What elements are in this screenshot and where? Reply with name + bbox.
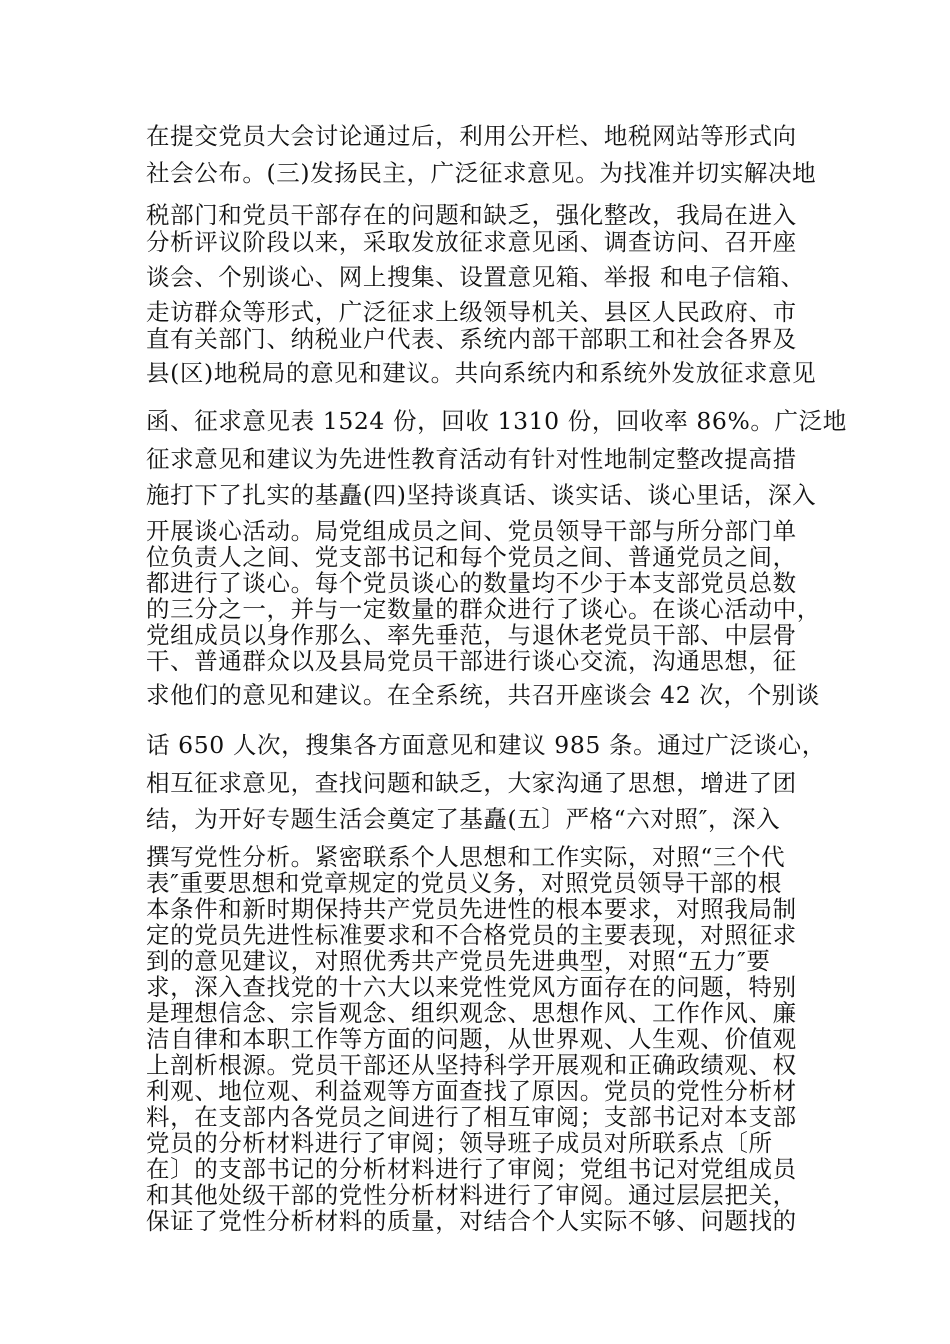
text-line: 料，在支部内各党员之间进行了相互审阅；支部书记对本支部 [146, 1103, 797, 1131]
text-line: 干、普通群众以及县局党员干部进行谈心交流，沟通思想，征 [146, 647, 797, 675]
text-line: 开展谈心活动。局党组成员之间、党员领导干部与所分部门单 [146, 517, 797, 545]
text-line: 和其他处级干部的党性分析材料进行了审阅。通过层层把关， [146, 1181, 797, 1209]
text-line: 结，为开好专题生活会奠定了基矗(五〕严格“六对照″，深入 [146, 805, 781, 833]
text-line: 撰写党性分析。紧密联系个人思想和工作实际，对照“三个代 [146, 843, 786, 871]
text-line: 相互征求意见，查找问题和缺乏，大家沟通了思想，增进了团 [146, 769, 797, 797]
text-line: 求他们的意见和建议。在全系统，共召开座谈会 42 次，个别谈 [146, 681, 820, 709]
text-line: 税部门和党员干部存在的问题和缺乏，强化整改，我局在进入 [146, 201, 797, 229]
text-line: 县(区)地税局的意见和建议。共向系统内和系统外发放征求意见 [146, 359, 817, 387]
text-line: 在提交党员大会讨论通过后，利用公开栏、地税网站等形式向 [146, 122, 797, 150]
text-line: 表″重要思想和党章规定的党员义务，对照党员领导干部的根 [146, 869, 782, 897]
text-line: 上剖析根源。党员干部还从坚持科学开展观和正确政绩观、权 [146, 1051, 797, 1079]
text-line: 到的意见建议，对照优秀共产党员先进典型，对照“五力″要 [146, 947, 771, 975]
text-line: 走访群众等形式，广泛征求上级领导机关、县区人民政府、市 [146, 298, 797, 326]
text-line: 是理想信念、宗旨观念、组织观念、思想作风、工作作风、廉 [146, 999, 797, 1027]
text-line: 都进行了谈心。每个党员谈心的数量均不少于本支部党员总数 [146, 569, 797, 597]
text-line: 社会公布。(三)发扬民主，广泛征求意见。为找准并切实解决地 [146, 159, 817, 187]
text-line: 函、征求意见表 1524 份，回收 1310 份，回收率 86%。广泛地 [146, 407, 847, 435]
text-line: 定的党员先进性标准要求和不合格党员的主要表现，对照征求 [146, 921, 797, 949]
text-line: 位负责人之间、党支部书记和每个党员之间、普通党员之间， [146, 543, 797, 571]
text-line: 求，深入查找党的十六大以来党性党风方面存在的问题，特别 [146, 973, 797, 1001]
text-line: 话 650 人次，搜集各方面意见和建议 985 条。通过广泛谈心， [146, 731, 826, 759]
text-line: 在〕的支部书记的分析材料进行了审阅；党组书记对党组成员 [146, 1155, 797, 1183]
text-line: 施打下了扎实的基矗(四)坚持谈真话、谈实话、谈心里话，深入 [146, 481, 817, 509]
text-line: 党组成员以身作那么、率先垂范，与退休老党员干部、中层骨 [146, 621, 797, 649]
text-line: 征求意见和建议为先进性教育活动有针对性地制定整改提高措 [146, 445, 797, 473]
text-line: 直有关部门、纳税业户代表、系统内部干部职工和社会各界及 [146, 325, 797, 353]
text-line: 利观、地位观、利益观等方面查找了原因。党员的党性分析材 [146, 1077, 797, 1105]
text-line: 本条件和新时期保持共产党员先进性的根本要求，对照我局制 [146, 895, 797, 923]
text-line: 谈会、个别谈心、网上搜集、设置意见箱、举报 和电子信箱、 [146, 263, 805, 291]
text-line: 保证了党性分析材料的质量，对结合个人实际不够、问题找的 [146, 1207, 797, 1235]
text-line: 分析评议阶段以来，采取发放征求意见函、调查访问、召开座 [146, 228, 797, 256]
text-line: 的三分之一，并与一定数量的群众进行了谈心。在谈心活动中， [146, 595, 821, 623]
text-line: 党员的分析材料进行了审阅；领导班子成员对所联系点〔所 [146, 1129, 773, 1157]
text-line: 洁自律和本职工作等方面的问题，从世界观、人生观、价值观 [146, 1025, 797, 1053]
